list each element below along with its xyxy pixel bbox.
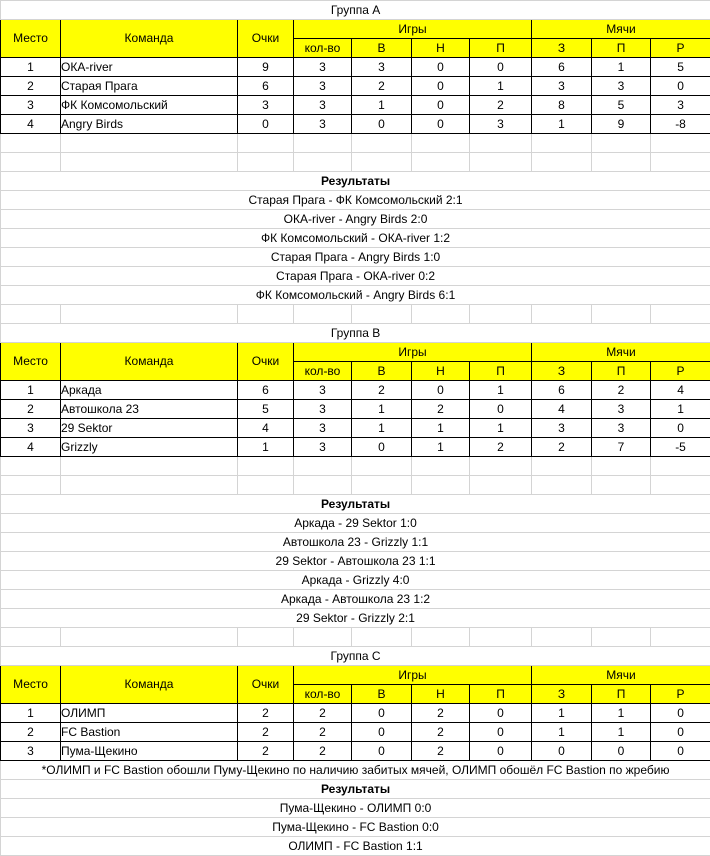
header-balls[interactable]: Мячи — [532, 20, 710, 39]
place-cell[interactable]: 4 — [1, 438, 61, 457]
result-row-cell[interactable]: Старая Прага - ФК Комсомольский 2:1 — [1, 191, 710, 210]
empty-cell[interactable] — [470, 476, 532, 495]
scored-cell[interactable]: 0 — [532, 742, 592, 761]
diff-cell[interactable]: -8 — [651, 115, 710, 134]
empty-cell[interactable] — [1, 134, 61, 153]
lost-cell[interactable]: 0 — [470, 723, 532, 742]
points-cell[interactable]: 6 — [238, 381, 294, 400]
empty-cell[interactable] — [412, 153, 470, 172]
blank-row — [1, 305, 710, 324]
team-cell[interactable]: Grizzly — [61, 438, 238, 457]
empty-cell[interactable] — [412, 476, 470, 495]
diff-cell[interactable]: 5 — [651, 58, 710, 77]
empty-cell[interactable] — [1, 153, 61, 172]
header-won[interactable]: В — [352, 39, 412, 58]
results-title — [1, 172, 710, 191]
won-cell[interactable]: 0 — [352, 742, 412, 761]
result-row — [1, 590, 710, 609]
result-row — [1, 837, 710, 856]
empty-cell[interactable] — [532, 134, 592, 153]
empty-cell[interactable] — [61, 305, 238, 324]
played-cell[interactable]: 2 — [294, 723, 352, 742]
team-cell[interactable]: 29 Sektor — [61, 419, 238, 438]
empty-cell[interactable] — [61, 134, 238, 153]
header-drawn[interactable]: Н — [412, 685, 470, 704]
points-cell[interactable]: 5 — [238, 400, 294, 419]
results-title — [1, 495, 710, 514]
points-cell[interactable]: 2 — [238, 704, 294, 723]
lost-cell[interactable]: 0 — [470, 704, 532, 723]
header-place[interactable]: Место — [1, 666, 61, 704]
empty-cell[interactable] — [1, 305, 61, 324]
played-cell[interactable]: 3 — [294, 77, 352, 96]
diff-cell[interactable]: 0 — [651, 419, 710, 438]
group-title-cell[interactable]: Группа В — [1, 324, 710, 343]
empty-cell[interactable] — [238, 628, 294, 647]
empty-cell[interactable] — [470, 153, 532, 172]
place-cell[interactable]: 3 — [1, 96, 61, 115]
diff-cell[interactable]: 0 — [651, 77, 710, 96]
diff-cell[interactable]: 0 — [651, 742, 710, 761]
won-cell[interactable]: 2 — [352, 77, 412, 96]
diff-cell[interactable]: 0 — [651, 723, 710, 742]
empty-cell[interactable] — [238, 153, 294, 172]
empty-cell[interactable] — [592, 153, 651, 172]
conceded-cell[interactable]: 1 — [592, 723, 651, 742]
place-cell[interactable]: 2 — [1, 723, 61, 742]
result-row-cell[interactable]: ОКА-river - Angry Birds 2:0 — [1, 210, 710, 229]
result-row-cell[interactable]: ФК Комсомольский - ОКА-river 1:2 — [1, 229, 710, 248]
result-row-cell[interactable]: Аркада - 29 Sektor 1:0 — [1, 514, 710, 533]
result-row — [1, 514, 710, 533]
points-cell[interactable]: 3 — [238, 96, 294, 115]
empty-cell[interactable] — [592, 134, 651, 153]
result-row — [1, 609, 710, 628]
scored-cell[interactable]: 3 — [532, 419, 592, 438]
empty-cell[interactable] — [352, 305, 412, 324]
empty-cell[interactable] — [61, 457, 238, 476]
header-points[interactable]: Очки — [238, 20, 294, 58]
scored-cell[interactable]: 6 — [532, 381, 592, 400]
played-cell[interactable]: 3 — [294, 438, 352, 457]
result-row-cell[interactable]: 29 Sektor - Grizzly 2:1 — [1, 609, 710, 628]
empty-cell[interactable] — [470, 457, 532, 476]
header-games[interactable]: Игры — [294, 20, 532, 39]
empty-cell[interactable] — [470, 134, 532, 153]
drawn-cell[interactable]: 0 — [412, 58, 470, 77]
empty-cell[interactable] — [532, 628, 592, 647]
team-cell[interactable]: Angry Birds — [61, 115, 238, 134]
result-row — [1, 267, 710, 286]
empty-cell[interactable] — [61, 628, 238, 647]
result-row — [1, 210, 710, 229]
won-cell[interactable]: 0 — [352, 115, 412, 134]
blank-row — [1, 628, 710, 647]
team-row — [1, 96, 710, 115]
header-conceded[interactable]: П — [592, 39, 651, 58]
lost-cell[interactable]: 0 — [470, 742, 532, 761]
empty-cell[interactable] — [532, 476, 592, 495]
header-played[interactable]: кол-во — [294, 685, 352, 704]
empty-cell[interactable] — [294, 305, 352, 324]
empty-cell[interactable] — [1, 457, 61, 476]
place-cell[interactable]: 1 — [1, 58, 61, 77]
empty-cell[interactable] — [412, 457, 470, 476]
empty-cell[interactable] — [352, 457, 412, 476]
header-points[interactable]: Очки — [238, 343, 294, 381]
played-cell[interactable]: 2 — [294, 742, 352, 761]
place-cell[interactable]: 2 — [1, 77, 61, 96]
result-row-cell[interactable]: Старая Прага - Angry Birds 1:0 — [1, 248, 710, 267]
empty-cell[interactable] — [651, 476, 710, 495]
played-cell[interactable]: 3 — [294, 400, 352, 419]
conceded-cell[interactable]: 3 — [592, 77, 651, 96]
header-row — [1, 20, 710, 39]
team-cell[interactable]: Пума-Щекино — [61, 742, 238, 761]
header-team[interactable]: Команда — [61, 343, 238, 381]
blank-row — [1, 476, 710, 495]
empty-cell[interactable] — [238, 134, 294, 153]
lost-cell[interactable]: 0 — [470, 400, 532, 419]
won-cell[interactable]: 1 — [352, 419, 412, 438]
played-cell[interactable]: 3 — [294, 58, 352, 77]
group-title — [1, 324, 710, 343]
header-lost[interactable]: П — [470, 362, 532, 381]
conceded-cell[interactable]: 3 — [592, 419, 651, 438]
team-row — [1, 400, 710, 419]
group-title — [1, 1, 710, 20]
won-cell[interactable]: 1 — [352, 400, 412, 419]
scored-cell[interactable]: 8 — [532, 96, 592, 115]
result-row-cell[interactable]: Аркада - Автошкола 23 1:2 — [1, 590, 710, 609]
drawn-cell[interactable]: 1 — [412, 438, 470, 457]
header-scored[interactable]: З — [532, 39, 592, 58]
conceded-cell[interactable]: 5 — [592, 96, 651, 115]
team-cell[interactable]: FC Bastion — [61, 723, 238, 742]
conceded-cell[interactable]: 9 — [592, 115, 651, 134]
points-cell[interactable]: 2 — [238, 723, 294, 742]
played-cell[interactable]: 2 — [294, 704, 352, 723]
diff-cell[interactable]: -5 — [651, 438, 710, 457]
drawn-cell[interactable]: 0 — [412, 77, 470, 96]
drawn-cell[interactable]: 0 — [412, 96, 470, 115]
results-title-cell[interactable]: Результаты — [1, 172, 710, 191]
place-cell[interactable]: 1 — [1, 381, 61, 400]
empty-cell[interactable] — [294, 134, 352, 153]
scored-cell[interactable]: 3 — [532, 77, 592, 96]
empty-cell[interactable] — [651, 305, 710, 324]
header-diff[interactable]: Р — [651, 39, 710, 58]
diff-cell[interactable]: 4 — [651, 381, 710, 400]
team-row — [1, 381, 710, 400]
empty-cell[interactable] — [294, 628, 352, 647]
team-row — [1, 742, 710, 761]
drawn-cell[interactable]: 1 — [412, 419, 470, 438]
header-conceded[interactable]: П — [592, 362, 651, 381]
won-cell[interactable]: 1 — [352, 96, 412, 115]
result-row-cell[interactable]: 29 Sektor - Автошкола 23 1:1 — [1, 552, 710, 571]
header-diff[interactable]: Р — [651, 362, 710, 381]
team-cell[interactable]: ОЛИМП — [61, 704, 238, 723]
lost-cell[interactable]: 3 — [470, 115, 532, 134]
group-title-cell[interactable]: Группа А — [1, 1, 710, 20]
result-row — [1, 248, 710, 267]
team-row — [1, 77, 710, 96]
header-won[interactable]: В — [352, 685, 412, 704]
empty-cell[interactable] — [238, 457, 294, 476]
header-played[interactable]: кол-во — [294, 362, 352, 381]
note-row — [1, 761, 710, 780]
lost-cell[interactable]: 1 — [470, 419, 532, 438]
result-row — [1, 286, 710, 305]
header-drawn[interactable]: Н — [412, 362, 470, 381]
header-drawn[interactable]: Н — [412, 39, 470, 58]
empty-cell[interactable] — [592, 457, 651, 476]
lost-cell[interactable]: 2 — [470, 438, 532, 457]
header-diff[interactable]: Р — [651, 685, 710, 704]
played-cell[interactable]: 3 — [294, 419, 352, 438]
scored-cell[interactable]: 1 — [532, 704, 592, 723]
drawn-cell[interactable]: 0 — [412, 115, 470, 134]
header-team[interactable]: Команда — [61, 20, 238, 58]
empty-cell[interactable] — [592, 476, 651, 495]
result-row — [1, 552, 710, 571]
empty-cell[interactable] — [352, 476, 412, 495]
points-cell[interactable]: 4 — [238, 419, 294, 438]
place-cell[interactable]: 3 — [1, 419, 61, 438]
empty-cell[interactable] — [532, 305, 592, 324]
team-row — [1, 723, 710, 742]
lost-cell[interactable]: 2 — [470, 96, 532, 115]
header-row — [1, 343, 710, 362]
header-scored[interactable]: З — [532, 685, 592, 704]
blank-row — [1, 134, 710, 153]
conceded-cell[interactable]: 1 — [592, 704, 651, 723]
team-row — [1, 419, 710, 438]
header-conceded[interactable]: П — [592, 685, 651, 704]
result-row-cell[interactable]: Старая Прага - ОКА-river 0:2 — [1, 267, 710, 286]
points-cell[interactable]: 1 — [238, 438, 294, 457]
header-balls[interactable]: Мячи — [532, 666, 710, 685]
blank-row — [1, 457, 710, 476]
place-cell[interactable]: 2 — [1, 400, 61, 419]
won-cell[interactable]: 0 — [352, 438, 412, 457]
blank-row — [1, 153, 710, 172]
scored-cell[interactable]: 2 — [532, 438, 592, 457]
empty-cell[interactable] — [61, 153, 238, 172]
empty-cell[interactable] — [61, 476, 238, 495]
header-place[interactable]: Место — [1, 20, 61, 58]
empty-cell[interactable] — [651, 153, 710, 172]
empty-cell[interactable] — [412, 305, 470, 324]
drawn-cell[interactable]: 2 — [412, 704, 470, 723]
empty-cell[interactable] — [532, 457, 592, 476]
group-title — [1, 647, 710, 666]
result-row-cell[interactable]: ФК Комсомольский - Angry Birds 6:1 — [1, 286, 710, 305]
header-balls[interactable]: Мячи — [532, 343, 710, 362]
won-cell[interactable]: 2 — [352, 381, 412, 400]
conceded-cell[interactable]: 0 — [592, 742, 651, 761]
place-cell[interactable]: 4 — [1, 115, 61, 134]
empty-cell[interactable] — [294, 457, 352, 476]
place-cell[interactable]: 3 — [1, 742, 61, 761]
empty-cell[interactable] — [1, 476, 61, 495]
result-row — [1, 533, 710, 552]
header-team[interactable]: Команда — [61, 666, 238, 704]
empty-cell[interactable] — [294, 153, 352, 172]
won-cell[interactable]: 0 — [352, 723, 412, 742]
empty-cell[interactable] — [651, 457, 710, 476]
result-row-cell[interactable]: Аркада - Grizzly 4:0 — [1, 571, 710, 590]
results-title-cell[interactable]: Результаты — [1, 780, 710, 799]
result-row-cell[interactable]: ОЛИМП - FC Bastion 1:1 — [1, 837, 710, 856]
group-title-cell[interactable]: Группа С — [1, 647, 710, 666]
empty-cell[interactable] — [352, 134, 412, 153]
lost-cell[interactable]: 0 — [470, 58, 532, 77]
diff-cell[interactable]: 0 — [651, 704, 710, 723]
conceded-cell[interactable]: 1 — [592, 58, 651, 77]
diff-cell[interactable]: 1 — [651, 400, 710, 419]
empty-cell[interactable] — [352, 628, 412, 647]
empty-cell[interactable] — [470, 305, 532, 324]
drawn-cell[interactable]: 2 — [412, 742, 470, 761]
result-row-cell[interactable]: Пума-Щекино - FC Bastion 0:0 — [1, 818, 710, 837]
scored-cell[interactable]: 6 — [532, 58, 592, 77]
empty-cell[interactable] — [470, 628, 532, 647]
result-row — [1, 571, 710, 590]
team-cell[interactable]: ФК Комсомольский — [61, 96, 238, 115]
points-cell[interactable]: 2 — [238, 742, 294, 761]
team-row — [1, 115, 710, 134]
header-games[interactable]: Игры — [294, 343, 532, 362]
scored-cell[interactable]: 1 — [532, 115, 592, 134]
empty-cell[interactable] — [651, 628, 710, 647]
place-cell[interactable]: 1 — [1, 704, 61, 723]
header-played[interactable]: кол-во — [294, 39, 352, 58]
empty-cell[interactable] — [294, 476, 352, 495]
team-row — [1, 58, 710, 77]
empty-cell[interactable] — [651, 134, 710, 153]
results-title — [1, 780, 710, 799]
team-cell[interactable]: Автошкола 23 — [61, 400, 238, 419]
conceded-cell[interactable]: 3 — [592, 400, 651, 419]
won-cell[interactable]: 3 — [352, 58, 412, 77]
empty-cell[interactable] — [352, 153, 412, 172]
drawn-cell[interactable]: 2 — [412, 723, 470, 742]
lost-cell[interactable]: 1 — [470, 77, 532, 96]
diff-cell[interactable]: 3 — [651, 96, 710, 115]
lost-cell[interactable]: 1 — [470, 381, 532, 400]
points-cell[interactable]: 6 — [238, 77, 294, 96]
drawn-cell[interactable]: 2 — [412, 400, 470, 419]
empty-cell[interactable] — [592, 628, 651, 647]
header-scored[interactable]: З — [532, 362, 592, 381]
conceded-cell[interactable]: 2 — [592, 381, 651, 400]
team-row — [1, 704, 710, 723]
empty-cell[interactable] — [1, 628, 61, 647]
result-row — [1, 229, 710, 248]
scored-cell[interactable]: 1 — [532, 723, 592, 742]
empty-cell[interactable] — [412, 134, 470, 153]
result-row — [1, 818, 710, 837]
result-row — [1, 191, 710, 210]
result-row-cell[interactable]: Автошкола 23 - Grizzly 1:1 — [1, 533, 710, 552]
header-lost[interactable]: П — [470, 685, 532, 704]
scored-cell[interactable]: 4 — [532, 400, 592, 419]
empty-cell[interactable] — [238, 476, 294, 495]
played-cell[interactable]: 3 — [294, 96, 352, 115]
result-row — [1, 799, 710, 818]
played-cell[interactable]: 3 — [294, 381, 352, 400]
points-cell[interactable]: 9 — [238, 58, 294, 77]
points-cell[interactable]: 0 — [238, 115, 294, 134]
empty-cell[interactable] — [592, 305, 651, 324]
empty-cell[interactable] — [238, 305, 294, 324]
result-row-cell[interactable]: Пума-Щекино - ОЛИМП 0:0 — [1, 799, 710, 818]
results-title-cell[interactable]: Результаты — [1, 495, 710, 514]
header-row — [1, 666, 710, 685]
header-lost[interactable]: П — [470, 39, 532, 58]
empty-cell[interactable] — [532, 153, 592, 172]
note-row-cell[interactable]: *ОЛИМП и FC Bastion обошли Пуму-Щекино по наличию забитых мячей, ОЛИМП обошёл FC Bastion по жребию — [1, 761, 710, 780]
empty-cell[interactable] — [412, 628, 470, 647]
header-won[interactable]: В — [352, 362, 412, 381]
header-games[interactable]: Игры — [294, 666, 532, 685]
drawn-cell[interactable]: 0 — [412, 381, 470, 400]
team-cell[interactable]: ОКА-river — [61, 58, 238, 77]
conceded-cell[interactable]: 7 — [592, 438, 651, 457]
team-row — [1, 438, 710, 457]
team-cell[interactable]: Аркада — [61, 381, 238, 400]
header-points[interactable]: Очки — [238, 666, 294, 704]
header-place[interactable]: Место — [1, 343, 61, 381]
won-cell[interactable]: 0 — [352, 704, 412, 723]
played-cell[interactable]: 3 — [294, 115, 352, 134]
team-cell[interactable]: Старая Прага — [61, 77, 238, 96]
